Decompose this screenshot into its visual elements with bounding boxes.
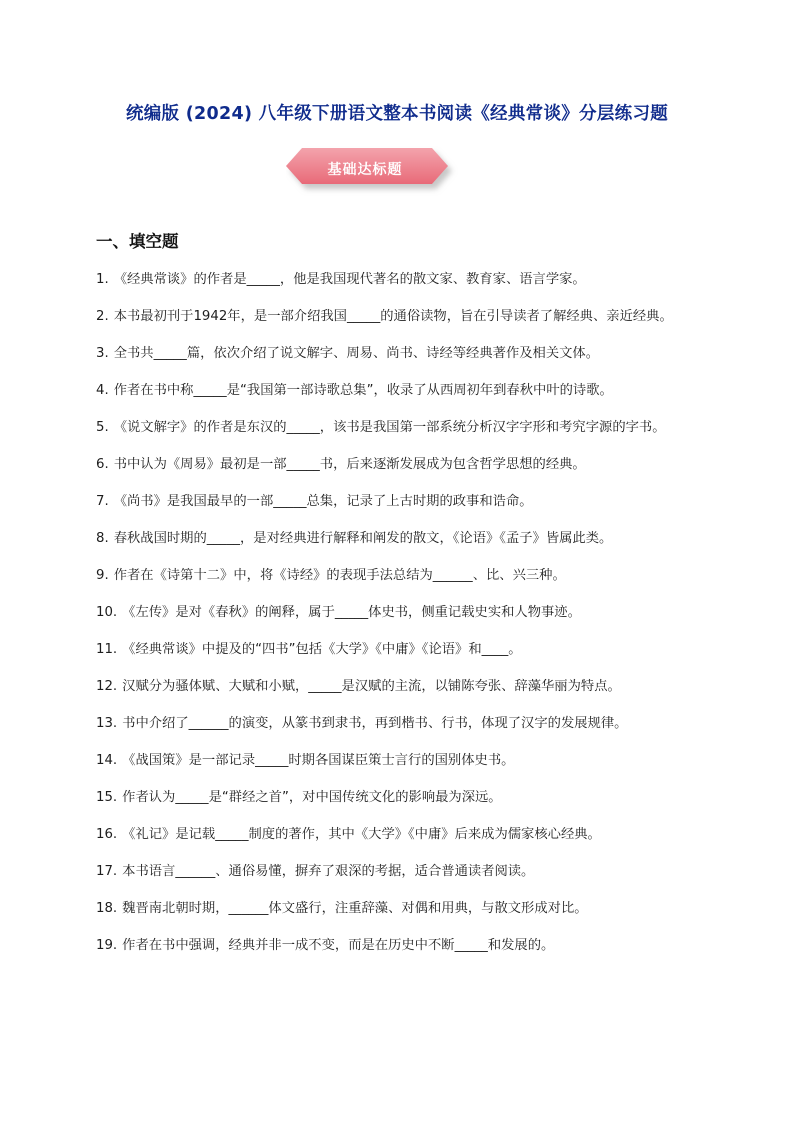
question-text: 春秋战国时期的_____，是对经典进行解释和阐发的散文，《论语》《孟子》皆属此类。 — [113, 531, 613, 546]
question-item — [96, 711, 708, 737]
question-item — [96, 785, 708, 811]
question-number: 13. — [96, 716, 118, 731]
question-text: 本书最初刊于1942年，是一部介绍我国_____的通俗读物，旨在引导读者了解经典、亲近经典。 — [113, 309, 673, 324]
level-badge — [286, 146, 458, 198]
question-item — [96, 637, 708, 663]
question-number: 1. — [96, 272, 109, 287]
question-text: 全书共_____篇，依次介绍了说文解字、周易、尚书、诗经等经典著作及相关文体。 — [113, 346, 600, 361]
question-text: 《经典常谈》中提及的“四书”包括《大学》《中庸》《论语》和____。 — [122, 642, 522, 657]
question-list — [96, 267, 708, 970]
question-text: 作者在书中称_____是“我国第一部诗歌总集”，收录了从西周初年到春秋中叶的诗歌。 — [113, 383, 613, 398]
question-text: 《经典常谈》的作者是_____，他是我国现代著名的散文家、教育家、语言学家。 — [113, 272, 586, 287]
question-item — [96, 415, 708, 441]
question-item — [96, 378, 708, 404]
question-number: 16. — [96, 827, 118, 842]
question-number: 14. — [96, 753, 118, 768]
question-item — [96, 748, 708, 774]
question-item — [96, 526, 708, 552]
section-heading: 一、填空题 — [96, 232, 179, 251]
question-number: 18. — [96, 901, 118, 916]
question-item — [96, 489, 708, 515]
question-item — [96, 859, 708, 885]
question-text: 作者在书中强调，经典并非一成不变，而是在历史中不断_____和发展的。 — [122, 938, 555, 953]
question-number: 10. — [96, 605, 118, 620]
question-item — [96, 563, 708, 589]
question-item — [96, 822, 708, 848]
question-number: 7. — [96, 494, 109, 509]
question-item — [96, 674, 708, 700]
badge-label: 基础达标题 — [327, 162, 403, 178]
question-text: 《说文解字》的作者是东汉的_____，该书是我国第一部系统分析汉字字形和考究字源的字书。 — [113, 420, 666, 435]
question-number: 9. — [96, 568, 109, 583]
question-text: 《尚书》是我国最早的一部_____总集，记录了上古时期的政事和诰命。 — [113, 494, 533, 509]
question-text: 汉赋分为骚体赋、大赋和小赋，_____是汉赋的主流，以铺陈夸张、辞藻华丽为特点。 — [122, 679, 621, 694]
question-item — [96, 304, 708, 330]
question-item — [96, 896, 708, 922]
question-number: 12. — [96, 679, 118, 694]
question-text: 本书语言______、通俗易懂，摒弃了艰深的考据，适合普通读者阅读。 — [122, 864, 535, 879]
question-number: 6. — [96, 457, 109, 472]
question-item — [96, 341, 708, 367]
question-text: 书中认为《周易》最初是一部_____书，后来逐渐发展成为包含哲学思想的经典。 — [113, 457, 586, 472]
question-item — [96, 600, 708, 626]
question-item — [96, 267, 708, 293]
question-text: 《礼记》是记载_____制度的著作，其中《大学》《中庸》后来成为儒家核心经典。 — [122, 827, 601, 842]
question-number: 3. — [96, 346, 109, 361]
question-number: 5. — [96, 420, 109, 435]
question-item — [96, 452, 708, 478]
page-title: 统编版 (2024) 八年级下册语文整本书阅读《经典常谈》分层练习题 — [125, 104, 669, 124]
question-text: 书中介绍了______的演变，从篆书到隶书，再到楷书、行书，体现了汉字的发展规律。 — [122, 716, 628, 731]
question-text: 《左传》是对《春秋》的阐释，属于_____体史书，侧重记载史实和人物事迹。 — [122, 605, 581, 620]
question-number: 2. — [96, 309, 109, 324]
question-number: 17. — [96, 864, 118, 879]
question-number: 8. — [96, 531, 109, 546]
question-text: 《战国策》是一部记录_____时期各国谋臣策士言行的国别体史书。 — [122, 753, 515, 768]
question-number: 4. — [96, 383, 109, 398]
question-number: 19. — [96, 938, 118, 953]
question-number: 11. — [96, 642, 118, 657]
question-number: 15. — [96, 790, 118, 805]
question-text: 作者在《诗第十二》中，将《诗经》的表现手法总结为______、比、兴三种。 — [113, 568, 566, 583]
question-text: 作者认为_____是“群经之首”，对中国传统文化的影响最为深远。 — [122, 790, 502, 805]
question-text: 魏晋南北朝时期，______体文盛行，注重辞藻、对偶和用典，与散文形成对比。 — [122, 901, 588, 916]
question-item — [96, 933, 708, 959]
